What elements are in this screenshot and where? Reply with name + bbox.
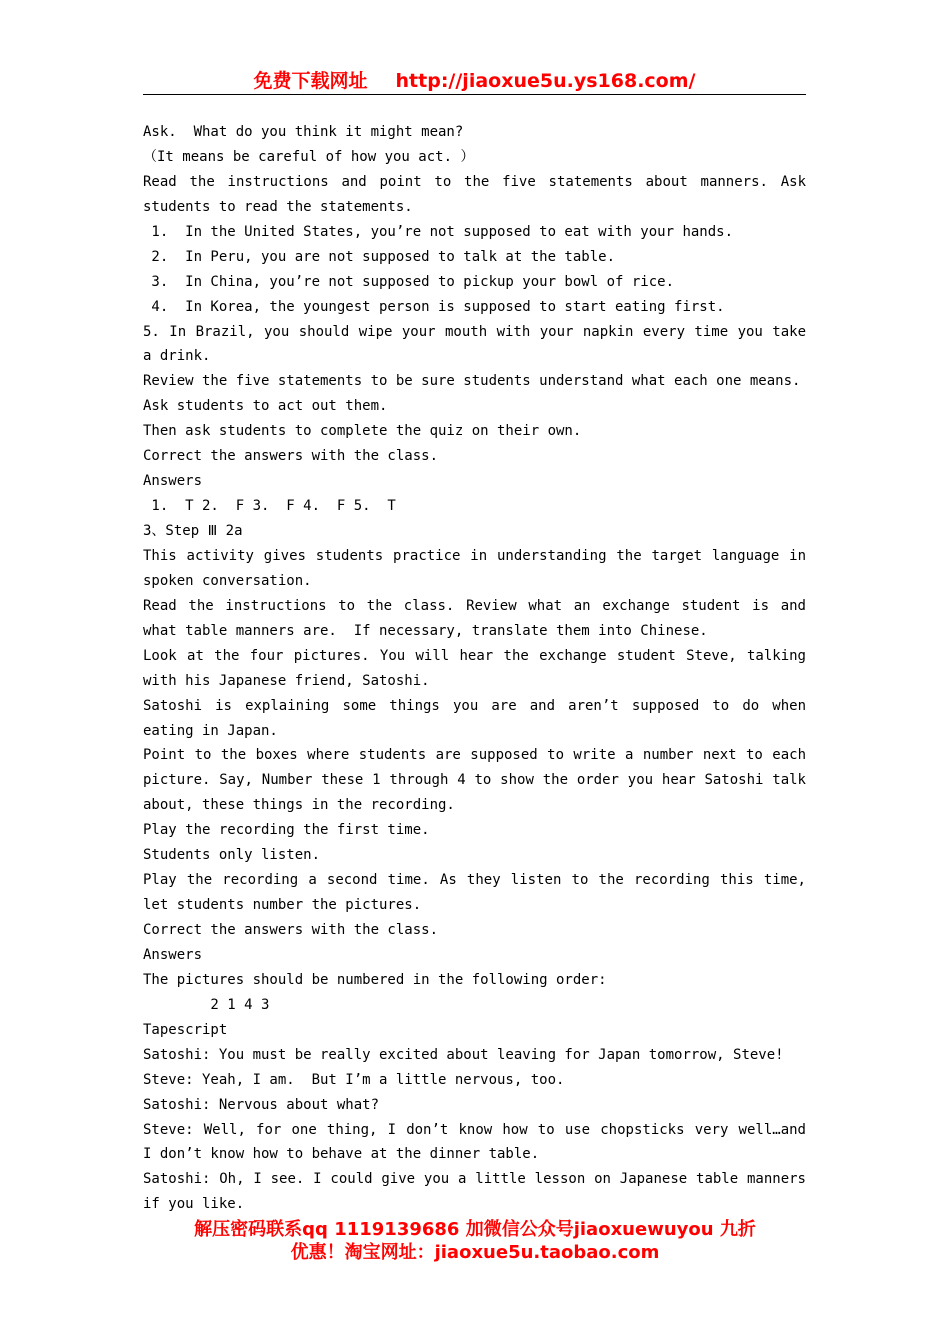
text-line: Steve: Well, for one thing, I don’t know how to use chopsticks very well…and — [143, 1121, 806, 1138]
page-footer — [100, 1218, 850, 1264]
text-line: picture. Say, Number these 1 through 4 to show the order you hear Satoshi talk — [143, 772, 806, 789]
text-line: Satoshi is explaining some things you are and aren’t supposed to do when — [143, 697, 806, 714]
text-line: Look at the four pictures. You will hear the exchange student Steve, talking — [143, 647, 806, 664]
text-line: This activity gives students practice in understanding the target language in — [143, 547, 806, 564]
text-line: 2. In Peru, you are not supposed to talk at the table. — [143, 248, 616, 265]
text-line: if you like. — [143, 1196, 245, 1213]
text-line: 1. In the United States, you’re not supposed to eat with your hands. — [143, 223, 734, 240]
text-line: 5. In Brazil, you should wipe your mouth with your napkin every time you take — [143, 323, 806, 340]
text-line: Then ask students to complete the quiz on their own. — [143, 423, 582, 440]
text-line: The pictures should be numbered in the following order: — [143, 971, 607, 988]
text-line: Answers — [143, 473, 203, 490]
text-line: spoken conversation. — [143, 572, 312, 589]
text-line: Play the recording the first time. — [143, 822, 430, 839]
text-line: with his Japanese friend, Satoshi. — [143, 672, 430, 689]
text-line: Satoshi: You must be really excited about leaving for Japan tomorrow, Steve! — [143, 1046, 784, 1063]
text-line: let students number the pictures. — [143, 897, 422, 914]
text-line: 3. In China, you’re not supposed to pickup your bowl of rice. — [143, 273, 675, 290]
header-label: 免费下载网址 — [253, 70, 368, 92]
text-line: 4. In Korea, the youngest person is supposed to start eating first. — [143, 298, 725, 315]
footer-contact-line: 解压密码联系qq 1119139686 加微信公众号jiaoxuewuyou 九折 — [194, 1219, 756, 1240]
text-line: students to read the statements. — [143, 198, 413, 215]
text-line: eating in Japan. — [143, 722, 278, 739]
text-line: Students only listen. — [143, 847, 321, 864]
header-url-link[interactable]: http://jiaoxue5u.ys168.com/ — [395, 70, 696, 92]
text-line: Satoshi: Oh, I see. I could give you a little lesson on Japanese table manners — [143, 1171, 806, 1188]
text-line: 1. T 2. F 3. F 4. F 5. T — [143, 498, 396, 515]
text-line: Read the instructions to the class. Review what an exchange student is and — [143, 597, 806, 614]
text-line: 3、Step Ⅲ 2a — [143, 523, 243, 539]
footer-shop-line: 优惠！淘宝网址：jiaoxue5u.taobao.com — [290, 1242, 660, 1263]
text-line: （It means be careful of how you act. ） — [143, 148, 475, 165]
text-line: Tapescript — [143, 1021, 228, 1038]
text-line: Satoshi: Nervous about what? — [143, 1096, 380, 1113]
page-header — [143, 66, 806, 95]
document-body — [143, 120, 806, 1217]
text-line: I don’t know how to behave at the dinner table. — [143, 1146, 540, 1163]
text-line: Ask students to act out them. — [143, 398, 388, 415]
text-line: Read the instructions and point to the five statements about manners. Ask — [143, 173, 806, 190]
text-line: Correct the answers with the class. — [143, 922, 439, 938]
text-line: Point to the boxes where students are supposed to write a number next to each — [143, 747, 806, 764]
text-line: Steve: Yeah, I am. But I’m a little nervous, too. — [143, 1071, 565, 1088]
text-line: Play the recording a second time. As they listen to the recording this time, — [143, 872, 806, 889]
text-line: Review the five statements to be sure students understand what each one means. — [143, 373, 801, 390]
text-line: a drink. — [143, 348, 211, 365]
text-line: what table manners are. If necessary, translate them into Chinese. — [143, 622, 708, 639]
text-line: Correct the answers with the class. — [143, 448, 439, 465]
text-line: Answers — [143, 946, 203, 963]
text-line: Ask. What do you think it might mean? — [143, 124, 464, 140]
text-line: about, these things in the recording. — [143, 797, 455, 814]
text-line: 2 1 4 3 — [143, 996, 270, 1013]
